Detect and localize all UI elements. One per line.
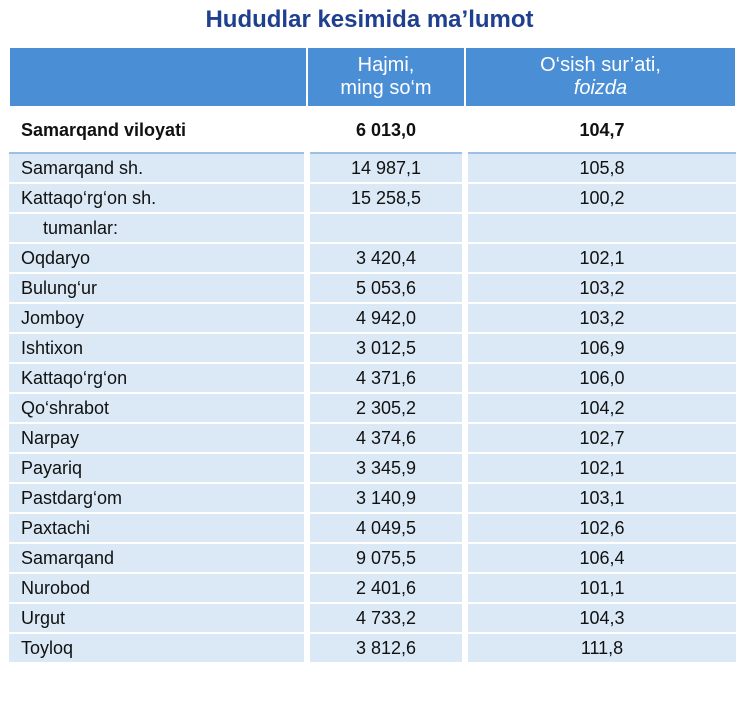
region-name-cell: Kattaqo‘rg‘on [9, 363, 307, 393]
table-row-total [9, 107, 736, 153]
growth-cell: 103,2 [465, 273, 736, 303]
growth-cell: 102,6 [465, 513, 736, 543]
table-row [9, 333, 736, 363]
table-row [9, 273, 736, 303]
table-row [9, 453, 736, 483]
table-row [9, 153, 736, 183]
table-row [9, 303, 736, 333]
header-volume-line2: ming so‘m [340, 77, 432, 99]
volume-cell: 3 420,4 [307, 243, 465, 273]
region-name-cell: Oqdaryo [9, 243, 307, 273]
table-row [9, 183, 736, 213]
table-row [9, 423, 736, 453]
table-row [9, 573, 736, 603]
volume-cell: 4 049,5 [307, 513, 465, 543]
table-row [9, 483, 736, 513]
volume-cell: 4 733,2 [307, 603, 465, 633]
region-name-cell: Toyloq [9, 633, 307, 663]
volume-cell: 2 401,6 [307, 573, 465, 603]
volume-cell: 3 812,6 [307, 633, 465, 663]
table-row [9, 603, 736, 633]
growth-cell: 105,8 [465, 153, 736, 183]
volume-cell: 2 305,2 [307, 393, 465, 423]
table-row [9, 243, 736, 273]
volume-cell: 3 012,5 [307, 333, 465, 363]
volume-cell: 3 140,9 [307, 483, 465, 513]
growth-cell: 111,8 [465, 633, 736, 663]
volume-cell: 9 075,5 [307, 543, 465, 573]
growth-cell: 104,2 [465, 393, 736, 423]
header-growth [465, 47, 736, 107]
table-header-row [9, 47, 736, 107]
volume-cell [307, 213, 465, 243]
growth-cell [465, 213, 736, 243]
volume-cell: 5 053,6 [307, 273, 465, 303]
growth-cell: 102,1 [465, 243, 736, 273]
volume-cell: 4 371,6 [307, 363, 465, 393]
region-name-cell: Nurobod [9, 573, 307, 603]
region-name-cell: tumanlar: [9, 213, 307, 243]
growth-cell: 106,9 [465, 333, 736, 363]
region-name-cell: Jomboy [9, 303, 307, 333]
volume-cell: 4 374,6 [307, 423, 465, 453]
region-name-cell: Pastdarg‘om [9, 483, 307, 513]
growth-cell: 104,3 [465, 603, 736, 633]
growth-cell: 104,7 [465, 107, 736, 153]
volume-cell: 6 013,0 [307, 107, 465, 153]
growth-cell: 100,2 [465, 183, 736, 213]
region-name-cell: Payariq [9, 453, 307, 483]
header-growth-line1: O‘sish sur’ati, [540, 54, 661, 76]
growth-cell: 106,0 [465, 363, 736, 393]
growth-cell: 101,1 [465, 573, 736, 603]
regions-table [8, 46, 737, 664]
growth-cell: 106,4 [465, 543, 736, 573]
region-name-cell: Samarqand sh. [9, 153, 307, 183]
growth-cell: 102,7 [465, 423, 736, 453]
volume-cell: 15 258,5 [307, 183, 465, 213]
table-row [9, 363, 736, 393]
region-name-cell: Qo‘shrabot [9, 393, 307, 423]
region-name-cell: Kattaqo‘rg‘on sh. [9, 183, 307, 213]
volume-cell: 14 987,1 [307, 153, 465, 183]
region-name-cell: Urgut [9, 603, 307, 633]
growth-cell: 103,1 [465, 483, 736, 513]
table-row [9, 513, 736, 543]
table-row [9, 213, 736, 243]
table-row [9, 543, 736, 573]
page-title: Hududlar kesimida ma’lumot [205, 6, 534, 33]
table-row [9, 393, 736, 423]
growth-cell: 102,1 [465, 453, 736, 483]
header-region [9, 47, 307, 107]
region-name-cell: Ishtixon [9, 333, 307, 363]
volume-cell: 4 942,0 [307, 303, 465, 333]
region-name-cell: Samarqand viloyati [9, 107, 307, 153]
header-growth-line2: foizda [573, 77, 628, 99]
growth-cell: 103,2 [465, 303, 736, 333]
region-name-cell: Samarqand [9, 543, 307, 573]
region-name-cell: Bulung‘ur [9, 273, 307, 303]
region-name-cell: Narpay [9, 423, 307, 453]
volume-cell: 3 345,9 [307, 453, 465, 483]
table-row [9, 633, 736, 663]
header-volume-line1: Hajmi, [357, 54, 415, 76]
header-volume [307, 47, 465, 107]
region-name-cell: Paxtachi [9, 513, 307, 543]
